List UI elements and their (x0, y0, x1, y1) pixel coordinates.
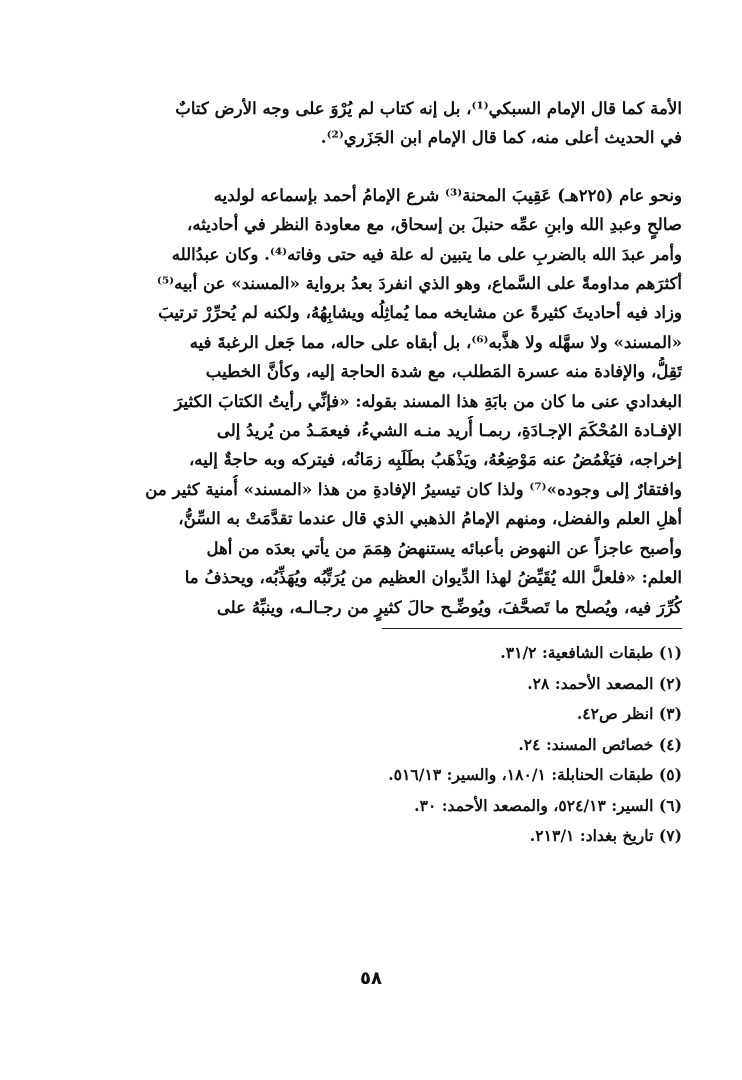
text-line: أهلِ العلم والفضل، ومنهم الإمامُ الذهبي الذي قال عندما تقدَّمَتْ به السِّنُّ، (178, 508, 682, 529)
text-line: أكثرَهم مداومةً على السَّماع، وهو الذي انفردَ بعدُ برواية «المسند» عن أبيه⁽⁵⁾ (156, 273, 682, 294)
footnote-item: (٦) السير: ٥٢٤/١٣، والمصعد الأحمد: ٣٠. (414, 795, 682, 815)
text-line: في الحديث أعلى منه، كما قال الإمام ابن الجَزَري⁽²⁾. (320, 127, 682, 148)
book-page (62, 94, 682, 852)
footnote-item: (٣) انظر ص٤٢. (576, 704, 682, 724)
text-line: وافتقارٌ إلى وجوده»⁽⁷⁾ ولذا كان تيسيرُ الإفادةِ من هذا «المسند» أُمنية كثير من (145, 478, 682, 499)
text-line: وزاد فيه أحاديثَ كثيرةً عن مشايخه مما يُماثِلُه ويشابِهُهُ، ولكنه لم يُحرِّرْ ترتيبَ (158, 302, 682, 323)
footnote-item: (١) طبقات الشافعية: ٣١/٢. (500, 642, 682, 662)
text-line: تَقِلُّ، والإفادة منه عسرة المَطلب، مع شدة الحاجة إليه، وكأنَّ الخطيب (205, 361, 682, 382)
text-line: «المسند» ولا سهَّله ولا هذَّبه⁽⁶⁾، بل أبقاه على حاله، مما جَعل الرغبةَ فيه (189, 331, 682, 352)
text-line: ونحو عام (٢٢٥هـ) عَقِيبَ المحنة⁽³⁾ شرع الإمامُ أحمد بإسماعه لولديه (213, 184, 682, 205)
footnotes-list (62, 638, 682, 852)
footnote-separator (382, 628, 682, 629)
text-line: البغدادي عنى ما كان من بابَةِ هذا المسند بقوله: «فإنِّي رأيتُ الكتابَ الكثيرَ (174, 390, 682, 411)
text-line: الأمة كما قال الإمام السبكي⁽¹⁾، بل إنه كتاب لم يُرْوَ على وجه الأرض كتابٌ (175, 98, 682, 118)
page-number: ٥٨ (360, 968, 382, 989)
text-line: العلم: «فلعلَّ الله يُقَيِّضُ لهذا الدِّيوان العظيم من يُرَتِّبُه ويُهَذِّبُه، ويحذفُ ما (184, 567, 682, 588)
footnote-item: (٥) طبقات الحنابلة: ١٨٠/١، والسير: ٥١٦/١٣. (388, 765, 682, 785)
footnote-item: (٤) خصائص المسند: ٢٤. (518, 734, 682, 754)
footnote-item: (٢) المصعد الأحمد: ٢٨. (527, 673, 682, 693)
text-line: الإفـادة المُحْكَمَ الإجـادَةِ، ربمـا أُريد منـه الشيءُ، فيعمَـدُ من يُريدُ إلى (216, 420, 682, 441)
paragraph-main (62, 181, 682, 622)
paragraph-intro (62, 94, 682, 153)
text-line: وأمر عبدَ الله بالضربِ على ما يتبين له علة فيه حتى وفاته⁽⁴⁾. وكان عبدُالله (171, 243, 682, 264)
text-line: إخراجه، فيَغْمُضُ عنه مَوْضِعُهُ، ويَذْهَبُ بطَلَبِه زمَانُه، فيتركه وبه حاجةٌ إليه، (188, 449, 682, 470)
footnote-item: (٧) تاريخ بغداد: ٢١٣/١. (529, 826, 682, 846)
text-line: وأصبح عاجزاً عن النهوض بأعبائه يستنهضُ هِمَمَ من يأتي بعدَه من أهل (206, 537, 682, 558)
text-line: صالحٍ وعبدِ الله وابنِ عمِّه حنبلَ بن إسحاق، مع معاودة النظر في أحاديثه، (187, 214, 682, 235)
text-line: كُرِّرَ فيه، ويُصلح ما تَصحَّفَ، ويُوضِّـح حالَ كثيرٍ من رجـالـه، وينبِّهُ على (216, 596, 682, 617)
